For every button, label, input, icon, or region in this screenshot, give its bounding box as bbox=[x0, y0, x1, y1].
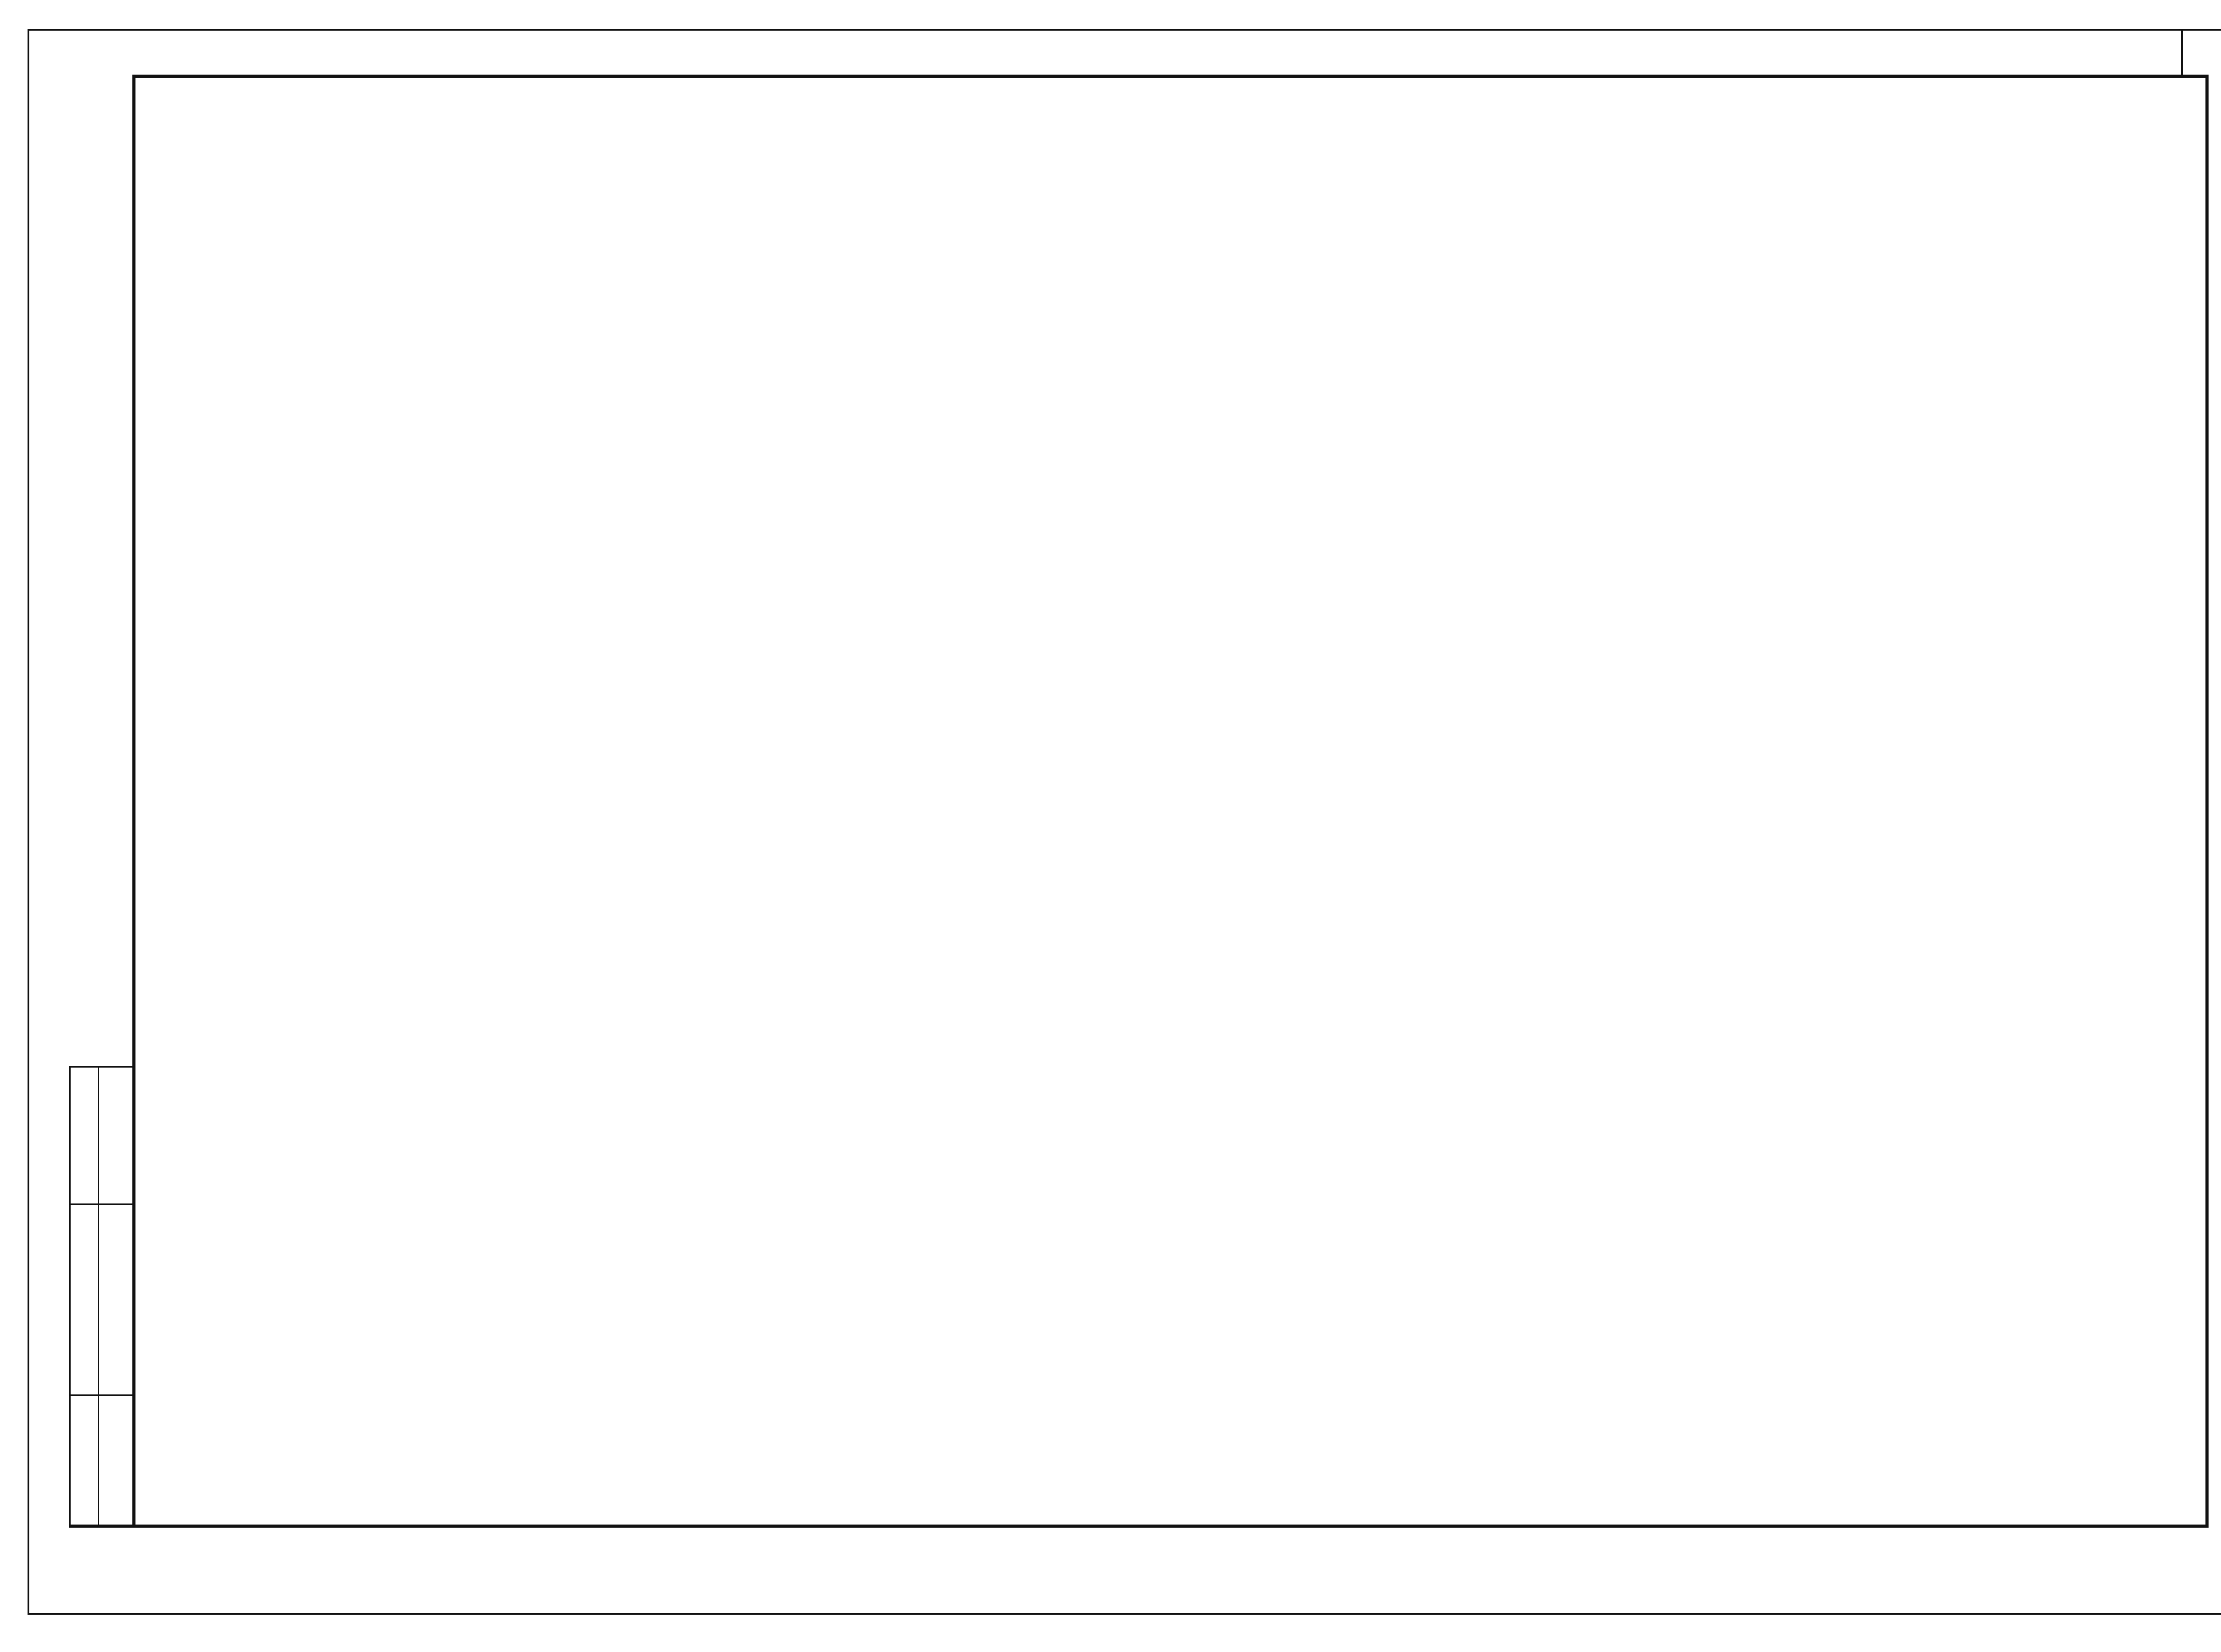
stamp-vzam-inv bbox=[71, 1075, 96, 1199]
sheet-number bbox=[2183, 33, 2221, 69]
stamp-inv-podl bbox=[71, 1401, 96, 1521]
stamp-podpis-data bbox=[71, 1217, 96, 1390]
